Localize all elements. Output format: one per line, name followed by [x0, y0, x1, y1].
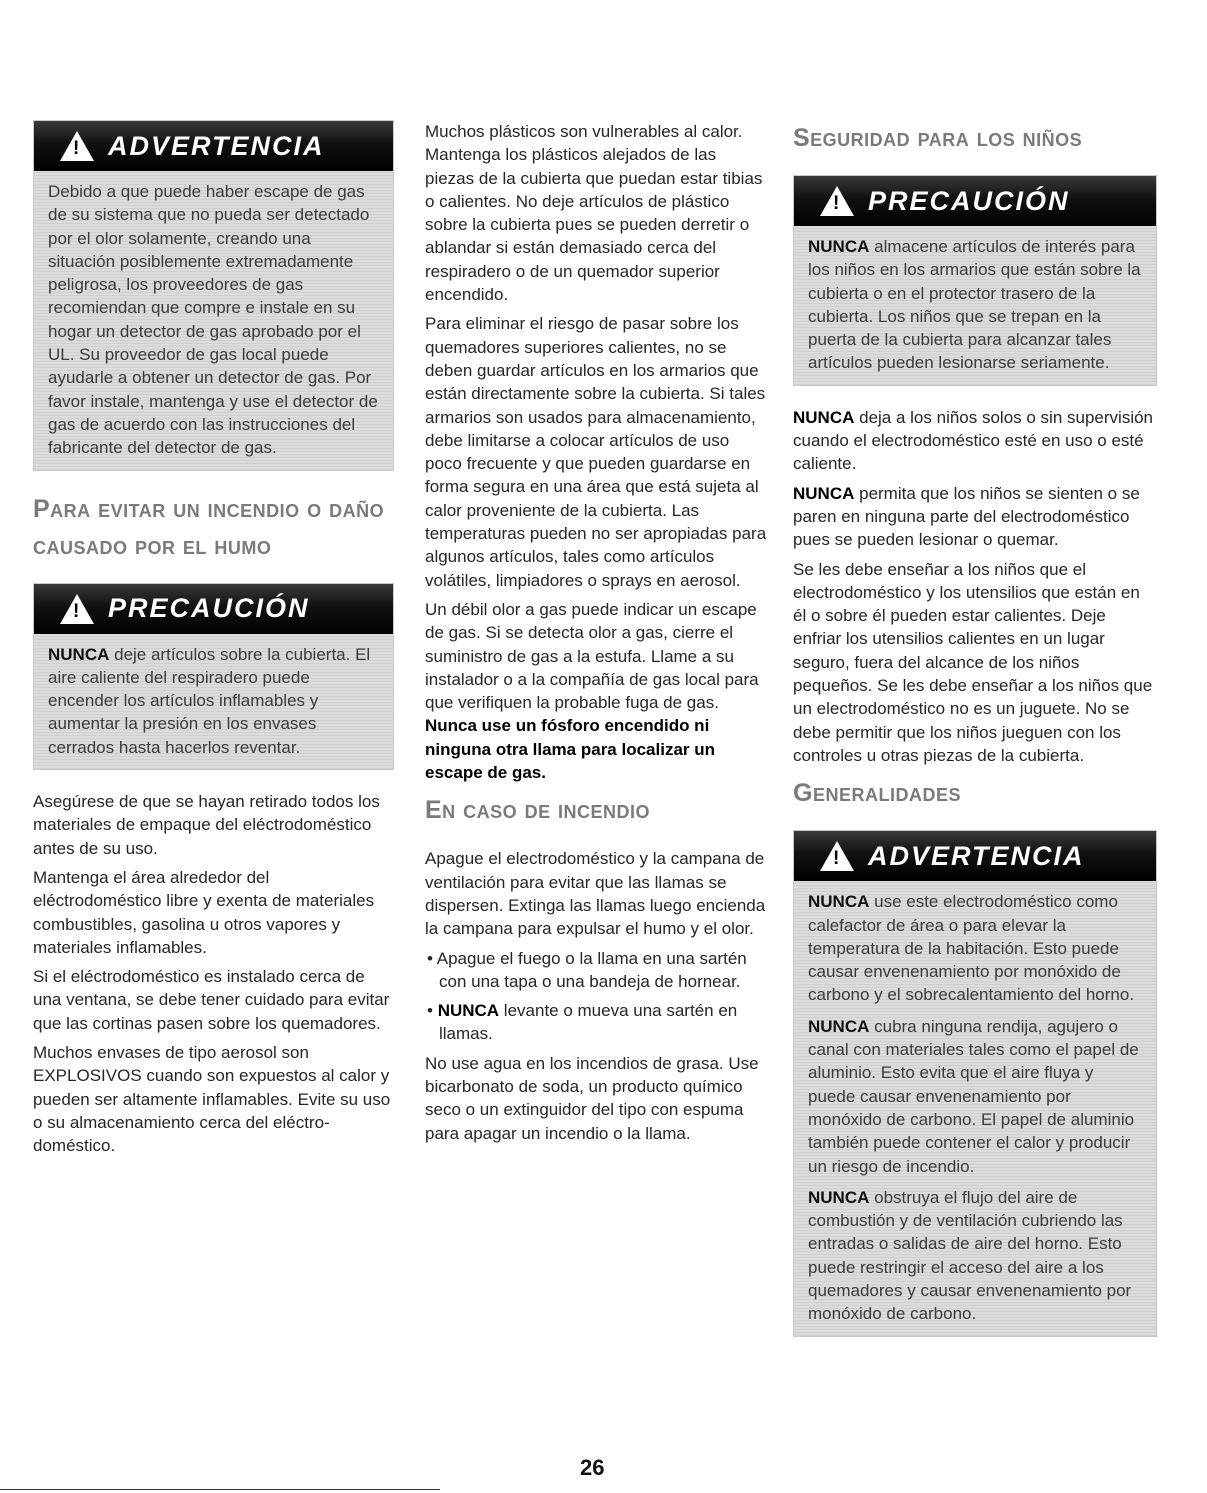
gas-leak-warning: Nunca use un fósforo encendido ni ninguna otra llama para localizar un escape de gas. — [425, 716, 716, 783]
paragraph: Mantenga el área alrededor del eléctrodoméstico libre y exenta de materiales combustibles, gasolina u otros vapores y materiales inflamables. — [33, 867, 375, 957]
caution-label: PRECAUCIÓN — [868, 185, 1070, 216]
body-text — [425, 120, 767, 784]
warning-box-text — [794, 881, 1156, 1335]
caution-box-text: NUNCA deje artículos sobre la cubierta. El aire caliente del respiradero puede encender los artículos inflamables y aumentar la presión en los envases cerrados hasta hacerlos reventar. — [48, 644, 371, 757]
caution-label: PRECAUCIÓN — [108, 593, 310, 624]
paragraph: Muchos plásticos son vulnerables al calor. Mantenga los plásticos alejados de las piezas de la cubierta que puedan estar tibias o calientes. No deje artículos de plástico sobre la cubierta pues se pueden derretir o ablandar si están demasiado cerca del respiradero o de un quemador superior encendido. — [425, 122, 763, 305]
paragraph: NUNCA use este electrodoméstico como calefactor de área o para elevar la temperatura de la habitación. Esto puede causar envenenamiento por monóxido de carbono y el sobrecalentamiento del horno. — [808, 892, 1135, 1005]
caution-box-header — [34, 584, 393, 634]
paragraph-gas-leak: Un débil olor a gas puede indicar un escape de gas. Si se detecta olor a gas, cierre el suministro de gas a la estufa. Llame a su instalador o a la compañía de gas local para que verifiquen la probable fuga de gas. Nunca use un fósforo encendido ni ninguna otra llama para localizar un escape de gas. — [425, 599, 759, 783]
warning-triangle-icon: ! — [60, 594, 94, 624]
paragraph: No use agua en los incendios de grasa. Use bicarbonato de soda, un producto químico seco o un extinguidor del tipo con espuma para apagar un incendio o la llama. — [425, 1053, 759, 1143]
caution-box-children — [793, 175, 1157, 386]
paragraph: Muchos envases de tipo aerosol son EXPLOSIVOS cuando son expuestos al calor y pueden ser altamente inflamables. Evite su uso o su almacenamiento cerca del eléctro-doméstico. — [33, 1043, 391, 1156]
paragraph: Para eliminar el riesgo de pasar sobre los quemadores superiores calientes, no se deben guardar artículos en los armarios que están directamente sobre la cubierta. Si tales armarios son usados para almacenamiento, debe limitarse a colocar artículos de uso poco frecuente y que pueden guardarse en forma segura en una área que está sujeta al calor proveniente de la cubierta. Las temperaturas pueden no ser apropiadas para algunos artículos, tales como artículos volátiles, limpiadores o sprays en aerosol. — [425, 314, 767, 590]
keyword-nunca: NUNCA — [48, 644, 110, 664]
list-item: • Apague el fuego o la llama en una sartén con una tapa o una bandeja de hornear. — [427, 948, 747, 991]
column-right — [793, 120, 1157, 1357]
paragraph: Si el eléctrodoméstico es instalado cerca de una ventana, se debe tener cuidado para evitar que las cortinas pasen sobre los quemadores. — [33, 967, 390, 1033]
section-heading-fire-smoke: Para evitar un incendio o daño causado por el humo — [33, 494, 385, 560]
paragraph: NUNCA permita que los niños se sienten o se paren en ninguna parte del electrodoméstico pues se pueden lesionar o quemar. — [793, 483, 1140, 550]
warning-box-header — [794, 831, 1156, 881]
warning-box-header — [34, 121, 393, 171]
page-number: 26 — [580, 1455, 605, 1480]
body-text — [793, 406, 1157, 767]
paragraph: NUNCA deja a los niños solos o sin supervisión cuando el electrodoméstico esté en uso o esté caliente. — [793, 407, 1154, 474]
caution-box-text: NUNCA almacene artículos de interés para los niños en los armarios que están sobre la cubierta o en el protector trasero de la cubierta. Los niños que se trepan en la puerta de la cubierta para alcanzar tales artículos pueden lesionarse seriamente. — [808, 237, 1141, 373]
warning-triangle-icon: ! — [820, 841, 854, 871]
list-item: • NUNCA levante o mueva una sartén en llamas. — [427, 1001, 738, 1044]
caution-box-header — [794, 176, 1156, 226]
keyword-nunca: NUNCA — [808, 237, 870, 256]
warning-triangle-icon: ! — [820, 186, 854, 216]
column-left — [33, 120, 394, 1164]
warning-box-text: Debido a que puede haber escape de gas de su sistema que no pueda ser detectado por el olor solamente, creando una situación posiblemente extremadamente peligrosa, los proveedores de gas recomiendan que compre e instale en su hogar un detector de gas aprobado por el UL. Su proveedor de gas local puede ayudarle a obtener un detector de gas. Por favor instale, mantenga y use el detector de gas de acuerdo con las instrucciones del fabricante del detector de gas. — [48, 182, 378, 458]
paragraph: NUNCA cubra ninguna rendija, agujero o canal con materiales tales como el papel de aluminio. Esto evita que el aire fluya y puede causar envenenamiento por monóxido de carbono. El papel de aluminio también puede contener el calor y producir un riesgo de incendio. — [808, 1016, 1139, 1176]
section-heading-children: Seguridad para los niños — [793, 124, 1083, 152]
section-heading-general: Generalidades — [793, 779, 961, 808]
caution-box-cooktop — [33, 583, 394, 770]
paragraph: Se les debe enseñar a los niños que el electrodoméstico y los utensilios que están en él o sobre él pueden estar calientes. Deje enfriar los utensilios calientes en un lugar seguro, fuera del alcance de los niños pequeños. Se les debe enseñar a los niños que un electrodoméstico no es un juguete. No se debe permitir que los niños jueguen con los controles u otras piezas de la cubierta. — [793, 559, 1153, 765]
body-text — [425, 847, 767, 1145]
warning-label: ADVERTENCIA — [868, 840, 1085, 871]
warning-box-gas — [33, 120, 394, 471]
warning-label: ADVERTENCIA — [108, 130, 325, 161]
warning-box-general — [793, 830, 1157, 1336]
paragraph: Asegúrese de que se hayan retirado todos los materiales de empaque del eléctrodoméstico antes de su uso. — [33, 792, 380, 858]
warning-triangle-icon: ! — [60, 131, 94, 161]
column-middle — [425, 120, 767, 1151]
paragraph: NUNCA obstruya el flujo del aire de combustión y de ventilación cubriendo las entradas o salidas de aire del horno. Esto puede restringir el acceso del aire a los quemadores y causar envenenamiento por monóxido de carbono. — [808, 1187, 1132, 1324]
body-text — [33, 790, 394, 1157]
footer-rule — [0, 1489, 440, 1490]
section-heading-fire: En caso de incendio — [425, 796, 651, 825]
paragraph: Apague el electrodoméstico y la campana de ventilación para evitar que las llamas se dispersen. Extinga las llamas luego encienda la campana para expulsar el humo y el olor. — [425, 849, 766, 939]
